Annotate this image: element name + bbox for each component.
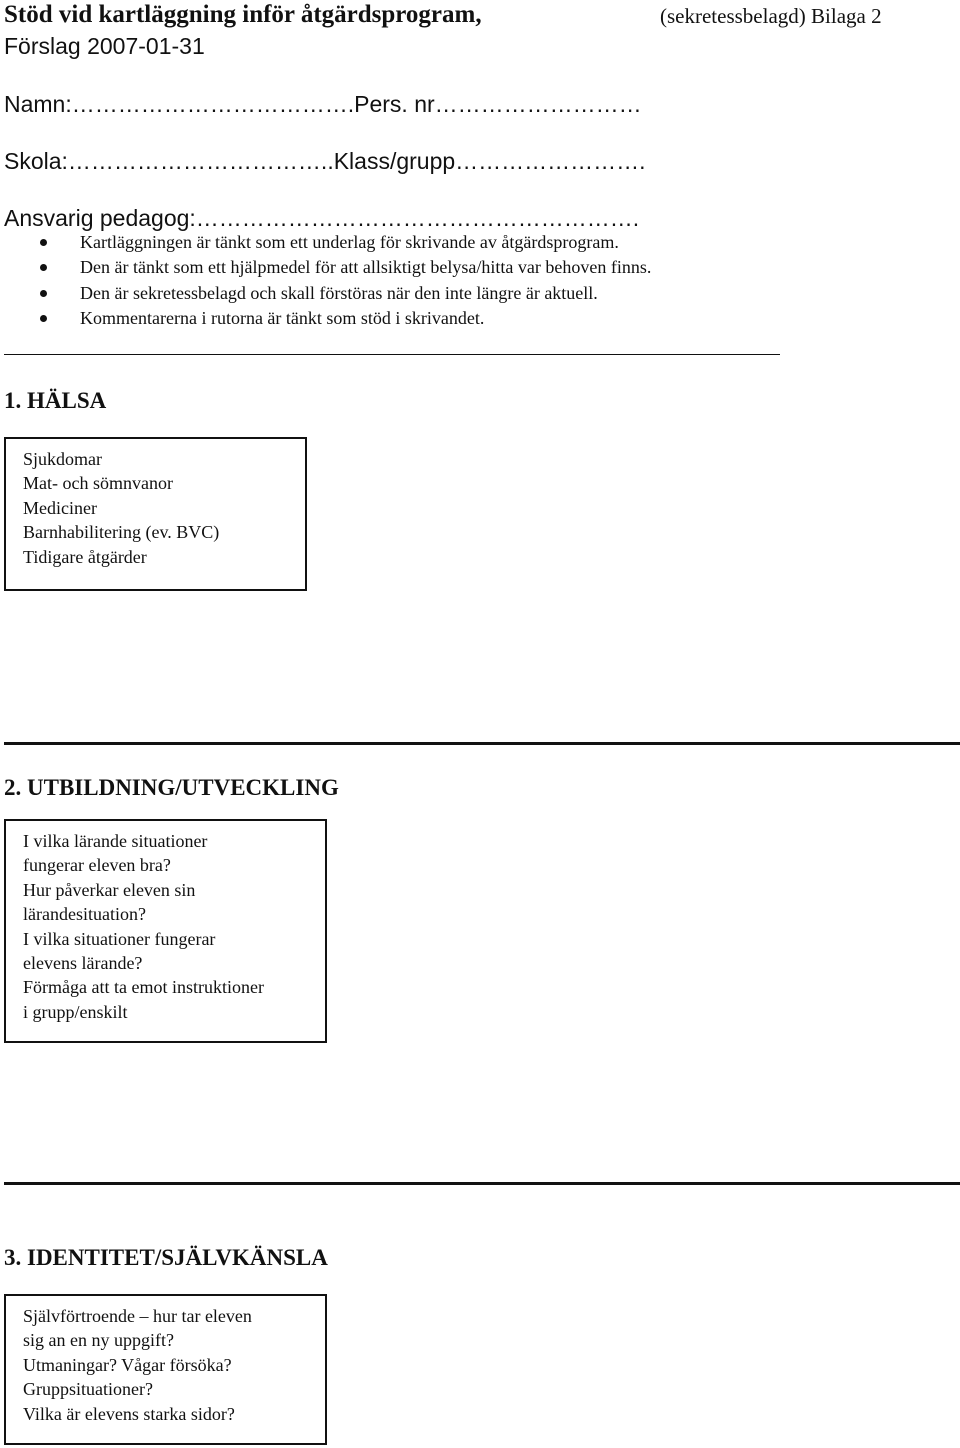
draft-date: Förslag 2007-01-31	[4, 33, 205, 59]
instruction-text: Kartläggningen är tänkt som ett underlag för skrivande av åtgärdsprogram.	[80, 232, 619, 252]
divider-line	[4, 354, 780, 355]
section-heading: 1. HÄLSA	[4, 388, 107, 413]
prompt-text: Barnhabilitering (ev. BVC)	[23, 522, 220, 543]
section-divider	[4, 742, 960, 745]
instruction-list	[40, 230, 651, 331]
teacher-field[interactable]: Ansvarig pedagog:………………………………………………….	[4, 205, 640, 231]
instruction-text: Den är sekretessbelagd och skall förstöras när den inte längre är aktuell.	[80, 282, 598, 303]
prompt-text: Självförtroende – hur tar eleven	[23, 1306, 252, 1326]
bullet-icon	[40, 239, 47, 246]
instruction-item	[40, 230, 651, 255]
confidentiality-label: (sekretessbelagd) Bilaga 2	[660, 4, 882, 28]
prompt-text: sig an en ny uppgift?	[23, 1330, 174, 1351]
instruction-text: Den är tänkt som ett hjälpmedel för att allsiktigt belysa/hitta var behoven finns.	[80, 257, 652, 278]
prompt-text: elevens lärande?	[23, 953, 143, 974]
prompt-text: Mediciner	[23, 497, 97, 518]
instruction-item	[40, 306, 651, 331]
instruction-item	[40, 281, 651, 306]
section-heading: 3. IDENTITET/SJÄLVKÄNSLA	[4, 1245, 328, 1270]
prompt-text: Vilka är elevens starka sidor?	[23, 1403, 235, 1424]
prompt-text: Mat- och sömnvanor	[23, 473, 173, 494]
section-heading: 2. UTBILDNING/UTVECKLING	[4, 775, 339, 800]
prompt-text: Sjukdomar	[23, 449, 102, 469]
prompt-text: Tidigare åtgärder	[23, 546, 147, 567]
prompt-text: lärandesituation?	[23, 904, 146, 925]
prompt-text: Hur påverkar eleven sin	[23, 879, 196, 900]
prompt-text: Förmåga att ta emot instruktioner	[23, 977, 264, 998]
prompt-text: Utmaningar? Vågar försöka?	[23, 1354, 232, 1375]
prompt-text: Gruppsituationer?	[23, 1379, 153, 1400]
name-field[interactable]: Namn:……………………………….Pers. nr………………………	[4, 91, 642, 117]
prompt-text: I vilka situationer fungerar	[23, 928, 216, 949]
school-field[interactable]: Skola:……………………………..Klass/grupp…………………….	[4, 148, 646, 174]
bullet-icon	[40, 264, 47, 271]
section-divider	[4, 1182, 960, 1185]
comment-box[interactable]	[4, 437, 307, 591]
prompt-text: i grupp/enskilt	[23, 1001, 128, 1022]
bullet-icon	[40, 315, 47, 322]
instruction-text: Kommentarerna i rutorna är tänkt som stöd i skrivandet.	[80, 307, 485, 328]
prompt-text: I vilka lärande situationer	[23, 831, 208, 851]
prompt-text: fungerar eleven bra?	[23, 855, 171, 876]
document-title: Stöd vid kartläggning inför åtgärdsprogram,	[4, 1, 482, 28]
bullet-icon	[40, 290, 47, 297]
comment-box[interactable]	[4, 819, 327, 1043]
comment-box[interactable]	[4, 1294, 327, 1445]
instruction-item	[40, 255, 651, 280]
